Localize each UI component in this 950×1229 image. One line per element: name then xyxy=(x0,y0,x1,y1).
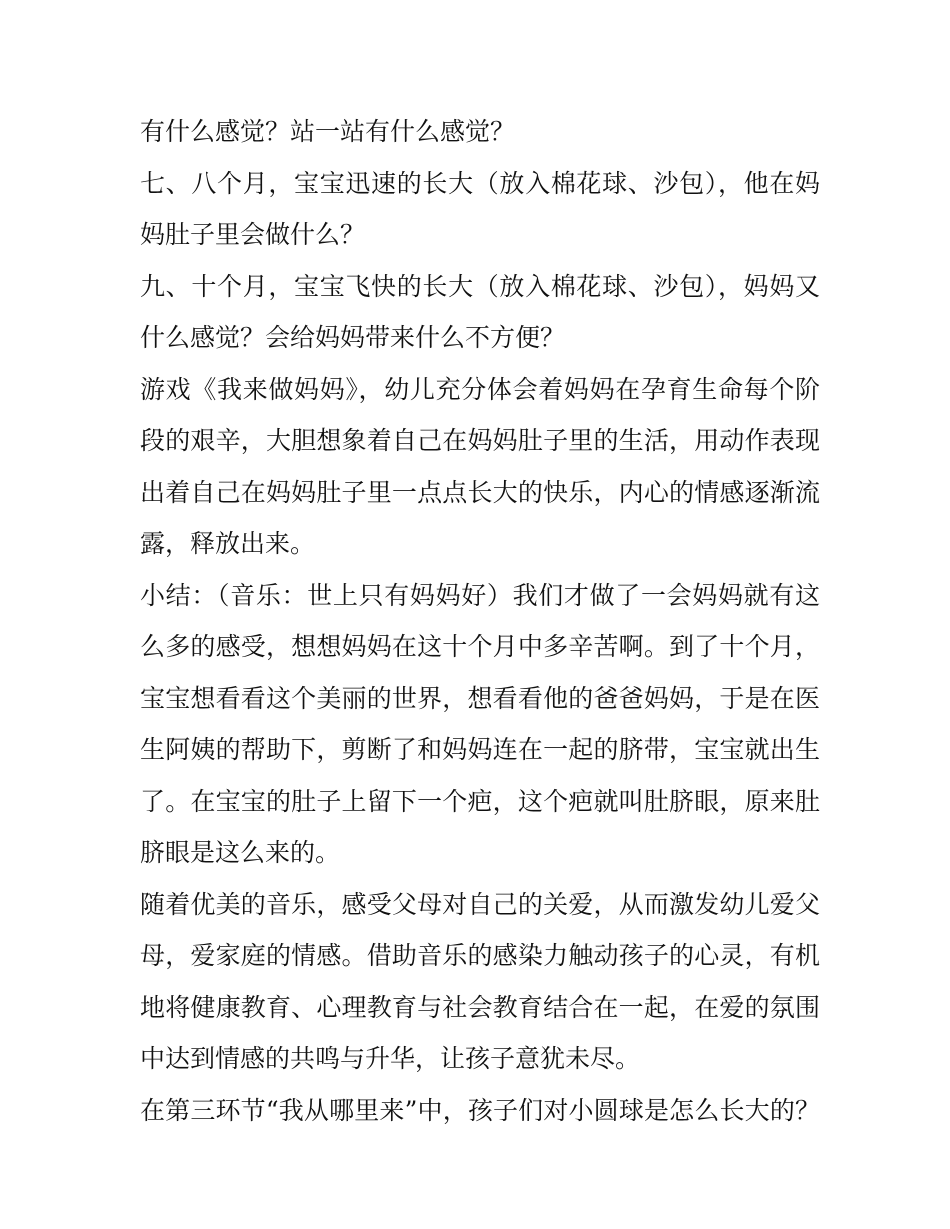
text-line: 有什么感觉？站一站有什么感觉？ xyxy=(140,117,516,146)
document-body xyxy=(140,106,820,1136)
text-line: 露，释放出来。 xyxy=(140,529,316,558)
text-line: 地将健康教育、心理教育与社会教育结合在一起，在爱的氛围 xyxy=(140,992,820,1022)
text-line: 游戏《我来做妈妈》，幼儿充分体会着妈妈在孕育生命每个阶 xyxy=(140,374,820,404)
text-line: 了。在宝宝的肚子上留下一个疤，这个疤就叫肚脐眼，原来肚 xyxy=(140,786,820,816)
text-line: 宝宝想看看这个美丽的世界，想看看他的爸爸妈妈，于是在医 xyxy=(140,683,820,713)
text-line: 么多的感受，想想妈妈在这十个月中多辛苦啊。到了十个月， xyxy=(140,632,820,661)
text-line: 母，爱家庭的情感。借助音乐的感染力触动孩子的心灵，有机 xyxy=(140,941,820,970)
text-line: 七、八个月，宝宝迅速的长大（放入棉花球、沙包），他在妈 xyxy=(140,168,820,198)
text-line: 脐眼是这么来的。 xyxy=(140,838,341,867)
text-line: 九、十个月，宝宝飞快的长大（放入棉花球、沙包），妈妈又 xyxy=(140,271,820,301)
text-line: 生阿姨的帮助下，剪断了和妈妈连在一起的脐带，宝宝就出生 xyxy=(140,735,820,764)
text-line: 随着优美的音乐，感受父母对自己的关爱，从而激发幼儿爱父 xyxy=(140,889,820,919)
text-line: 在第三环节“我从哪里来”中，孩子们对小圆球是怎么长大的？ xyxy=(140,1095,820,1125)
text-line: 什么感觉？会给妈妈带来什么不方便？ xyxy=(140,323,566,352)
text-line: 出着自己在妈妈肚子里一点点长大的快乐，内心的情感逐渐流 xyxy=(140,477,820,507)
text-line: 妈肚子里会做什么？ xyxy=(140,220,366,249)
text-line: 段的艰辛，大胆想象着自己在妈妈肚子里的生活，用动作表现 xyxy=(140,426,820,455)
text-line: 中达到情感的共鸣与升华，让孩子意犹未尽。 xyxy=(140,1044,641,1073)
text-line: 小结：（音乐：世上只有妈妈好）我们才做了一会妈妈就有这 xyxy=(140,580,820,610)
